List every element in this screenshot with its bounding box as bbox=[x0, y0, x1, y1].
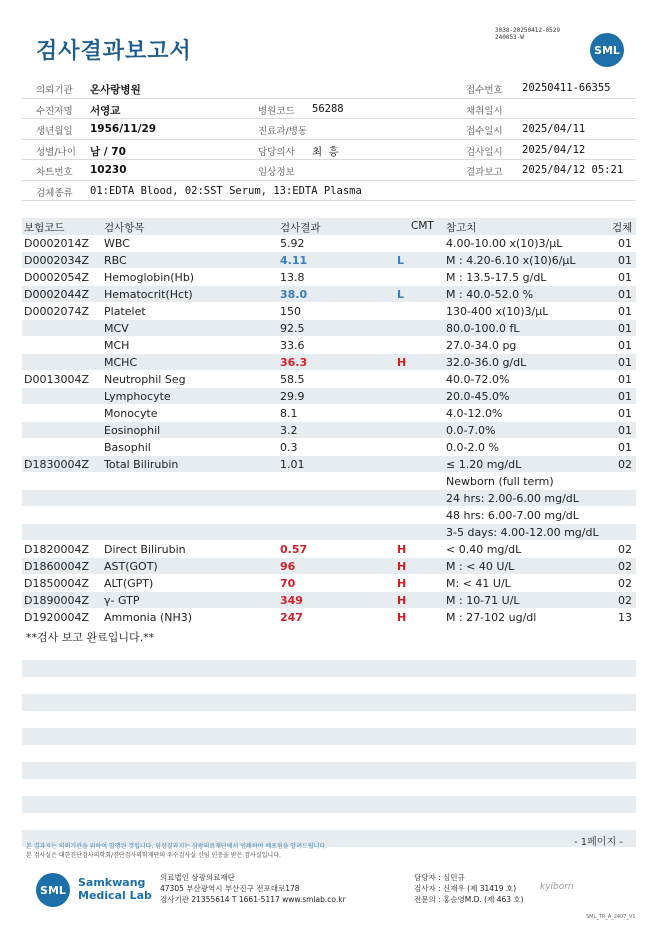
result-specimen: 01 bbox=[618, 407, 632, 420]
result-name: RBC bbox=[104, 254, 127, 267]
result-code: D1830004Z bbox=[24, 458, 89, 471]
result-specimen: 01 bbox=[618, 424, 632, 437]
result-specimen: 01 bbox=[618, 339, 632, 352]
result-value: 8.1 bbox=[280, 407, 298, 420]
result-row bbox=[22, 405, 636, 422]
result-reference: 4.00-10.00 x(10)3/μL bbox=[446, 237, 563, 250]
report-title: 검사결과보고서 bbox=[36, 39, 192, 64]
info-label: 검사일시 bbox=[466, 146, 503, 158]
result-name: Total Bilirubin bbox=[104, 458, 179, 471]
info-label: 결과보고 bbox=[466, 167, 503, 178]
org-name: 의료법인 삼광의료재단 bbox=[160, 873, 235, 882]
result-code: D1820004Z bbox=[24, 543, 89, 556]
document-code: SML_TR_A_2407_V1 bbox=[586, 914, 636, 920]
header-ref: 참고치 bbox=[446, 222, 477, 234]
result-reference: 3-5 days: 4.00-12.00 mg/dL bbox=[446, 526, 599, 539]
result-reference: 48 hrs: 6.00-7.00 mg/dL bbox=[446, 509, 579, 522]
header-code: 보험코드 bbox=[24, 222, 65, 234]
result-code: D1860004Z bbox=[24, 560, 89, 573]
empty-row bbox=[22, 796, 636, 813]
result-reference: 0.0-2.0 % bbox=[446, 441, 499, 454]
header-name: 검사항목 bbox=[104, 222, 145, 234]
result-value: 3.2 bbox=[280, 424, 298, 437]
result-row bbox=[22, 252, 636, 269]
info-label: 접수일시 bbox=[466, 126, 503, 137]
result-row bbox=[22, 269, 636, 286]
result-specimen: 02 bbox=[618, 594, 632, 607]
result-reference: 130-400 x(10)3/μL bbox=[446, 305, 549, 318]
result-row bbox=[22, 592, 636, 609]
result-value: 247 bbox=[280, 611, 303, 624]
result-reference: < 0.40 mg/dL bbox=[446, 543, 522, 556]
result-specimen: 01 bbox=[618, 288, 632, 301]
result-reference: M : 4.20-6.10 x(10)6/μL bbox=[446, 254, 576, 267]
info-value: 1956/11/29 bbox=[90, 123, 157, 135]
result-flag: H bbox=[397, 560, 407, 573]
info-label: 진료과/병동 bbox=[258, 126, 308, 137]
result-name: Hematocrit(Hct) bbox=[104, 288, 193, 301]
info-label: 채취일시 bbox=[466, 105, 503, 117]
empty-row bbox=[22, 762, 636, 779]
sml-logo: SML bbox=[590, 33, 624, 67]
result-reference: 24 hrs: 2.00-6.00 mg/dL bbox=[446, 492, 579, 505]
result-row bbox=[22, 303, 636, 320]
disclaimer-1: 본 결과지는 의뢰기관을 위하여 발행된 것입니다. 임상결과지는 삼광의료재단에서 인쇄하여 배포됨을 알려드립니다. bbox=[26, 843, 328, 850]
report-code bbox=[495, 27, 560, 41]
signature: kyiborn bbox=[540, 882, 574, 892]
result-value: 0.3 bbox=[280, 441, 298, 454]
result-reference: ≤ 1.20 mg/dL bbox=[446, 458, 522, 471]
info-value: 서영교 bbox=[90, 104, 121, 117]
result-value: 38.0 bbox=[280, 288, 308, 301]
result-row bbox=[22, 507, 636, 524]
result-reference: M : 40.0-52.0 % bbox=[446, 288, 534, 301]
info-row bbox=[22, 160, 636, 181]
result-name: AST(GOT) bbox=[104, 560, 158, 573]
result-value: 96 bbox=[280, 560, 296, 573]
staff-manager: 담당자 : 심민규 bbox=[414, 873, 465, 882]
staff-tester: 검사자 : 신재우 (제 31419 호) bbox=[414, 884, 517, 893]
result-value: 5.92 bbox=[280, 237, 305, 250]
result-reference: 4.0-12.0% bbox=[446, 407, 503, 420]
report-code-line2: 240053-W bbox=[495, 34, 524, 41]
result-value: 150 bbox=[280, 305, 301, 318]
result-value: 70 bbox=[280, 577, 296, 590]
result-name: ALT(GPT) bbox=[104, 577, 154, 590]
result-flag: H bbox=[397, 594, 407, 607]
result-flag: L bbox=[397, 254, 405, 267]
result-name: γ- GTP bbox=[104, 594, 140, 607]
result-name: Hemoglobin(Hb) bbox=[104, 271, 195, 284]
info-label: 차트번호 bbox=[36, 167, 73, 178]
result-specimen: 02 bbox=[618, 543, 632, 556]
result-flag: H bbox=[397, 356, 407, 369]
result-row bbox=[22, 354, 636, 371]
result-reference: M: < 41 U/L bbox=[446, 577, 511, 590]
info-row bbox=[22, 78, 636, 99]
report-code-line1: 3038-20250412-0529 bbox=[495, 27, 561, 34]
info-row bbox=[22, 119, 636, 140]
result-reference: 32.0-36.0 g/dL bbox=[446, 356, 527, 369]
result-flag: H bbox=[397, 577, 407, 590]
result-name: MCHC bbox=[104, 356, 138, 369]
info-value: 2025/04/12 05:21 bbox=[522, 164, 624, 176]
specimen-row bbox=[22, 181, 636, 202]
result-flag: H bbox=[397, 611, 407, 624]
result-value: 1.01 bbox=[280, 458, 305, 471]
result-code: D0013004Z bbox=[24, 373, 89, 386]
result-name: Basophil bbox=[104, 441, 151, 454]
info-row bbox=[22, 99, 636, 120]
info-value: 2025/04/11 bbox=[522, 123, 586, 135]
result-value: 13.8 bbox=[280, 271, 305, 284]
result-name: MCH bbox=[104, 339, 130, 352]
result-name: Platelet bbox=[104, 305, 146, 318]
result-flag: H bbox=[397, 543, 407, 556]
result-reference: 27.0-34.0 pg bbox=[446, 339, 517, 352]
footer-logo: SML bbox=[36, 873, 70, 907]
result-value: 58.5 bbox=[280, 373, 305, 386]
result-value: 0.57 bbox=[280, 543, 308, 556]
org-contact: 검사기관 21355614 T 1661-5117 www.smlab.co.kr bbox=[160, 895, 346, 904]
result-code: D0002014Z bbox=[24, 237, 89, 250]
result-specimen: 02 bbox=[618, 577, 632, 590]
result-reference: 80.0-100.0 fL bbox=[446, 322, 520, 335]
footer-brand bbox=[78, 876, 152, 902]
result-specimen: 02 bbox=[618, 560, 632, 573]
info-value: 2025/04/12 bbox=[522, 143, 586, 156]
brand-line2: Medical Lab bbox=[78, 889, 152, 902]
info-label: 성별/나이 bbox=[36, 146, 76, 158]
result-row bbox=[22, 422, 636, 439]
result-row bbox=[22, 439, 636, 456]
result-name: Neutrophil Seg bbox=[104, 373, 186, 386]
result-specimen: 01 bbox=[618, 305, 632, 318]
specimen-value: 01:EDTA Blood, 02:SST Serum, 13:EDTA Plasma bbox=[90, 184, 362, 197]
result-value: 36.3 bbox=[280, 356, 308, 369]
footer-staff bbox=[414, 872, 524, 905]
empty-row bbox=[22, 694, 636, 711]
result-reference: 20.0-45.0% bbox=[446, 390, 510, 403]
patient-info bbox=[22, 78, 636, 201]
result-row bbox=[22, 337, 636, 354]
result-value: 33.6 bbox=[280, 339, 305, 352]
result-name: Eosinophil bbox=[104, 424, 161, 437]
results-table bbox=[22, 218, 636, 626]
result-specimen: 01 bbox=[618, 441, 632, 454]
result-row bbox=[22, 609, 636, 626]
result-reference: M : 10-71 U/L bbox=[446, 594, 520, 607]
info-label: 담당의사 bbox=[258, 146, 295, 158]
header-cmt: CMT bbox=[411, 220, 434, 232]
result-row bbox=[22, 558, 636, 575]
info-value: 20250411-66355 bbox=[522, 82, 611, 94]
empty-row bbox=[22, 660, 636, 677]
result-code: D0002074Z bbox=[24, 305, 89, 318]
result-row bbox=[22, 541, 636, 558]
result-code: D0002054Z bbox=[24, 271, 89, 284]
empty-row bbox=[22, 728, 636, 745]
result-code: D0002034Z bbox=[24, 254, 89, 267]
result-specimen: 01 bbox=[618, 322, 632, 335]
result-specimen: 01 bbox=[618, 254, 632, 267]
info-row bbox=[22, 140, 636, 161]
end-note: **검사 보고 완료입니다.** bbox=[26, 631, 155, 644]
result-flag: L bbox=[397, 288, 405, 301]
result-reference: M : 27-102 ug/dl bbox=[446, 611, 537, 624]
result-code: D1850004Z bbox=[24, 577, 89, 590]
info-label: 접수번호 bbox=[466, 85, 503, 96]
org-address: 47305 부산광역시 부산진구 전포대로178 bbox=[160, 884, 300, 893]
info-label: 의뢰기관 bbox=[36, 85, 73, 96]
info-value: 온사랑병원 bbox=[90, 84, 141, 96]
header-result: 검사결과 bbox=[280, 222, 321, 234]
disclaimer-2: 본 검사실은 대한진단검사의학회/진단검사의학재단의 우수검사실 신임 인증을 받은 검사실입니다. bbox=[26, 852, 281, 859]
result-row bbox=[22, 371, 636, 388]
result-specimen: 01 bbox=[618, 373, 632, 386]
result-specimen: 02 bbox=[618, 458, 632, 471]
info-label: 생년월일 bbox=[36, 126, 73, 137]
result-specimen: 01 bbox=[618, 356, 632, 369]
page-number: - 1페이지 - bbox=[574, 837, 623, 848]
info-label: 임상정보 bbox=[258, 167, 295, 178]
result-specimen: 01 bbox=[618, 237, 632, 250]
info-value: 56288 bbox=[312, 102, 344, 115]
result-specimen: 01 bbox=[618, 390, 632, 403]
result-code: D1890004Z bbox=[24, 594, 89, 607]
result-row bbox=[22, 524, 636, 541]
result-value: 92.5 bbox=[280, 322, 305, 335]
result-specimen: 13 bbox=[618, 611, 632, 624]
result-reference: M : 13.5-17.5 g/dL bbox=[446, 271, 547, 284]
result-row bbox=[22, 388, 636, 405]
result-reference: Newborn (full term) bbox=[446, 475, 554, 488]
staff-specialist: 전문의 : 홍승영M.D. (제 463 호) bbox=[414, 895, 524, 904]
result-value: 29.9 bbox=[280, 390, 305, 403]
info-label: 병원코드 bbox=[258, 105, 295, 117]
brand-line1: Samkwang bbox=[78, 876, 146, 889]
footer-org bbox=[160, 872, 346, 905]
result-row bbox=[22, 320, 636, 337]
result-row bbox=[22, 490, 636, 507]
result-name: MCV bbox=[104, 322, 129, 335]
result-reference: 0.0-7.0% bbox=[446, 424, 496, 437]
result-name: Monocyte bbox=[104, 407, 158, 420]
result-name: Direct Bilirubin bbox=[104, 543, 186, 556]
results-body bbox=[22, 235, 636, 626]
result-value: 349 bbox=[280, 594, 303, 607]
result-name: Lymphocyte bbox=[104, 390, 171, 403]
results-header bbox=[22, 218, 636, 235]
info-value: 10230 bbox=[90, 164, 127, 176]
info-value: 최 흥 bbox=[312, 145, 339, 158]
info-value: 남 / 70 bbox=[90, 145, 126, 158]
result-name: WBC bbox=[104, 237, 130, 250]
result-row bbox=[22, 575, 636, 592]
specimen-label: 검체종류 bbox=[36, 187, 73, 199]
result-name: Ammonia (NH3) bbox=[104, 611, 193, 624]
info-label: 수진자명 bbox=[36, 105, 73, 117]
result-row bbox=[22, 456, 636, 473]
result-row bbox=[22, 235, 636, 252]
result-value: 4.11 bbox=[280, 254, 308, 267]
result-specimen: 01 bbox=[618, 271, 632, 284]
result-row bbox=[22, 286, 636, 303]
result-reference: M : < 40 U/L bbox=[446, 560, 515, 573]
header-specimen: 검체 bbox=[612, 222, 633, 234]
result-row bbox=[22, 473, 636, 490]
result-code: D0002044Z bbox=[24, 288, 89, 301]
result-code: D1920004Z bbox=[24, 611, 89, 624]
result-reference: 40.0-72.0% bbox=[446, 373, 510, 386]
